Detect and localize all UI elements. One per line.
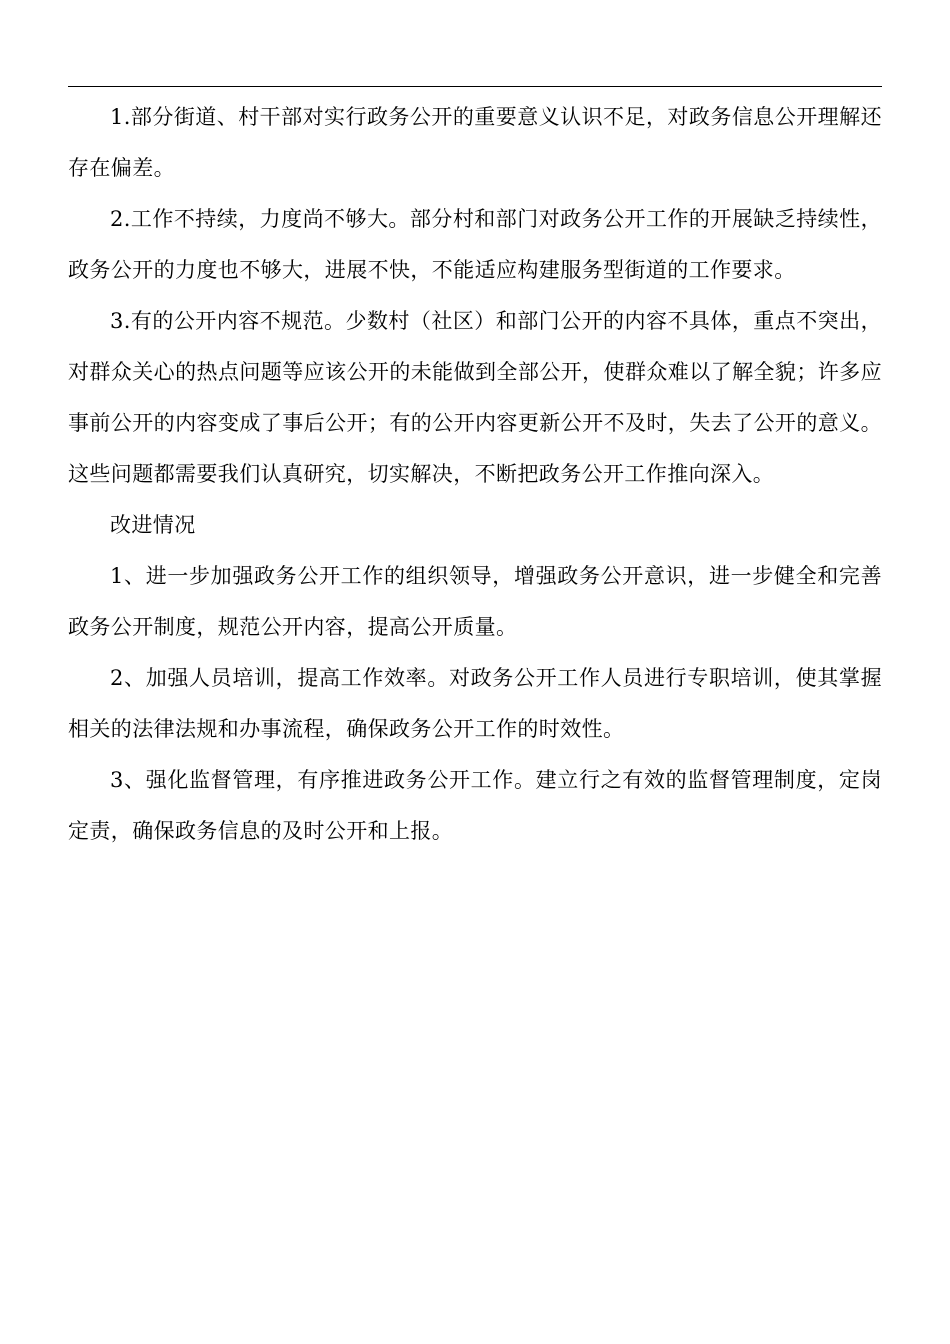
paragraph-problem-3: 3.有的公开内容不规范。少数村（社区）和部门公开的内容不具体，重点不突出，对群众关心的热点问题等应该公开的未能做到全部公开，使群众难以了解全貌；许多应事前公开的内容变成了事后公开；有的公开内容更新公开不及时，失去了公开的意义。这些问题都需要我们认真研究，切实解决，不断把政务公开工作推向深入。: [68, 309, 882, 486]
document-body: [68, 92, 882, 857]
header-rule: [68, 86, 882, 87]
paragraph-improvement-3: 3、强化监督管理，有序推进政务公开工作。建立行之有效的监督管理制度，定岗定责，确保政务信息的及时公开和上报。: [68, 768, 882, 843]
paragraph-improvement-2: 2、加强人员培训，提高工作效率。对政务公开工作人员进行专职培训，使其掌握相关的法律法规和办事流程，确保政务公开工作的时效性。: [68, 666, 882, 741]
section-heading-improvements: 改进情况: [110, 513, 196, 537]
paragraph-problem-1: 1.部分街道、村干部对实行政务公开的重要意义认识不足，对政务信息公开理解还存在偏差。: [68, 105, 882, 180]
paragraph-problem-2: 2.工作不持续，力度尚不够大。部分村和部门对政务公开工作的开展缺乏持续性，政务公开的力度也不够大，进展不快，不能适应构建服务型街道的工作要求。: [68, 207, 882, 282]
paragraph-improvement-1: 1、进一步加强政务公开工作的组织领导，增强政务公开意识，进一步健全和完善政务公开制度，规范公开内容，提高公开质量。: [68, 564, 882, 639]
